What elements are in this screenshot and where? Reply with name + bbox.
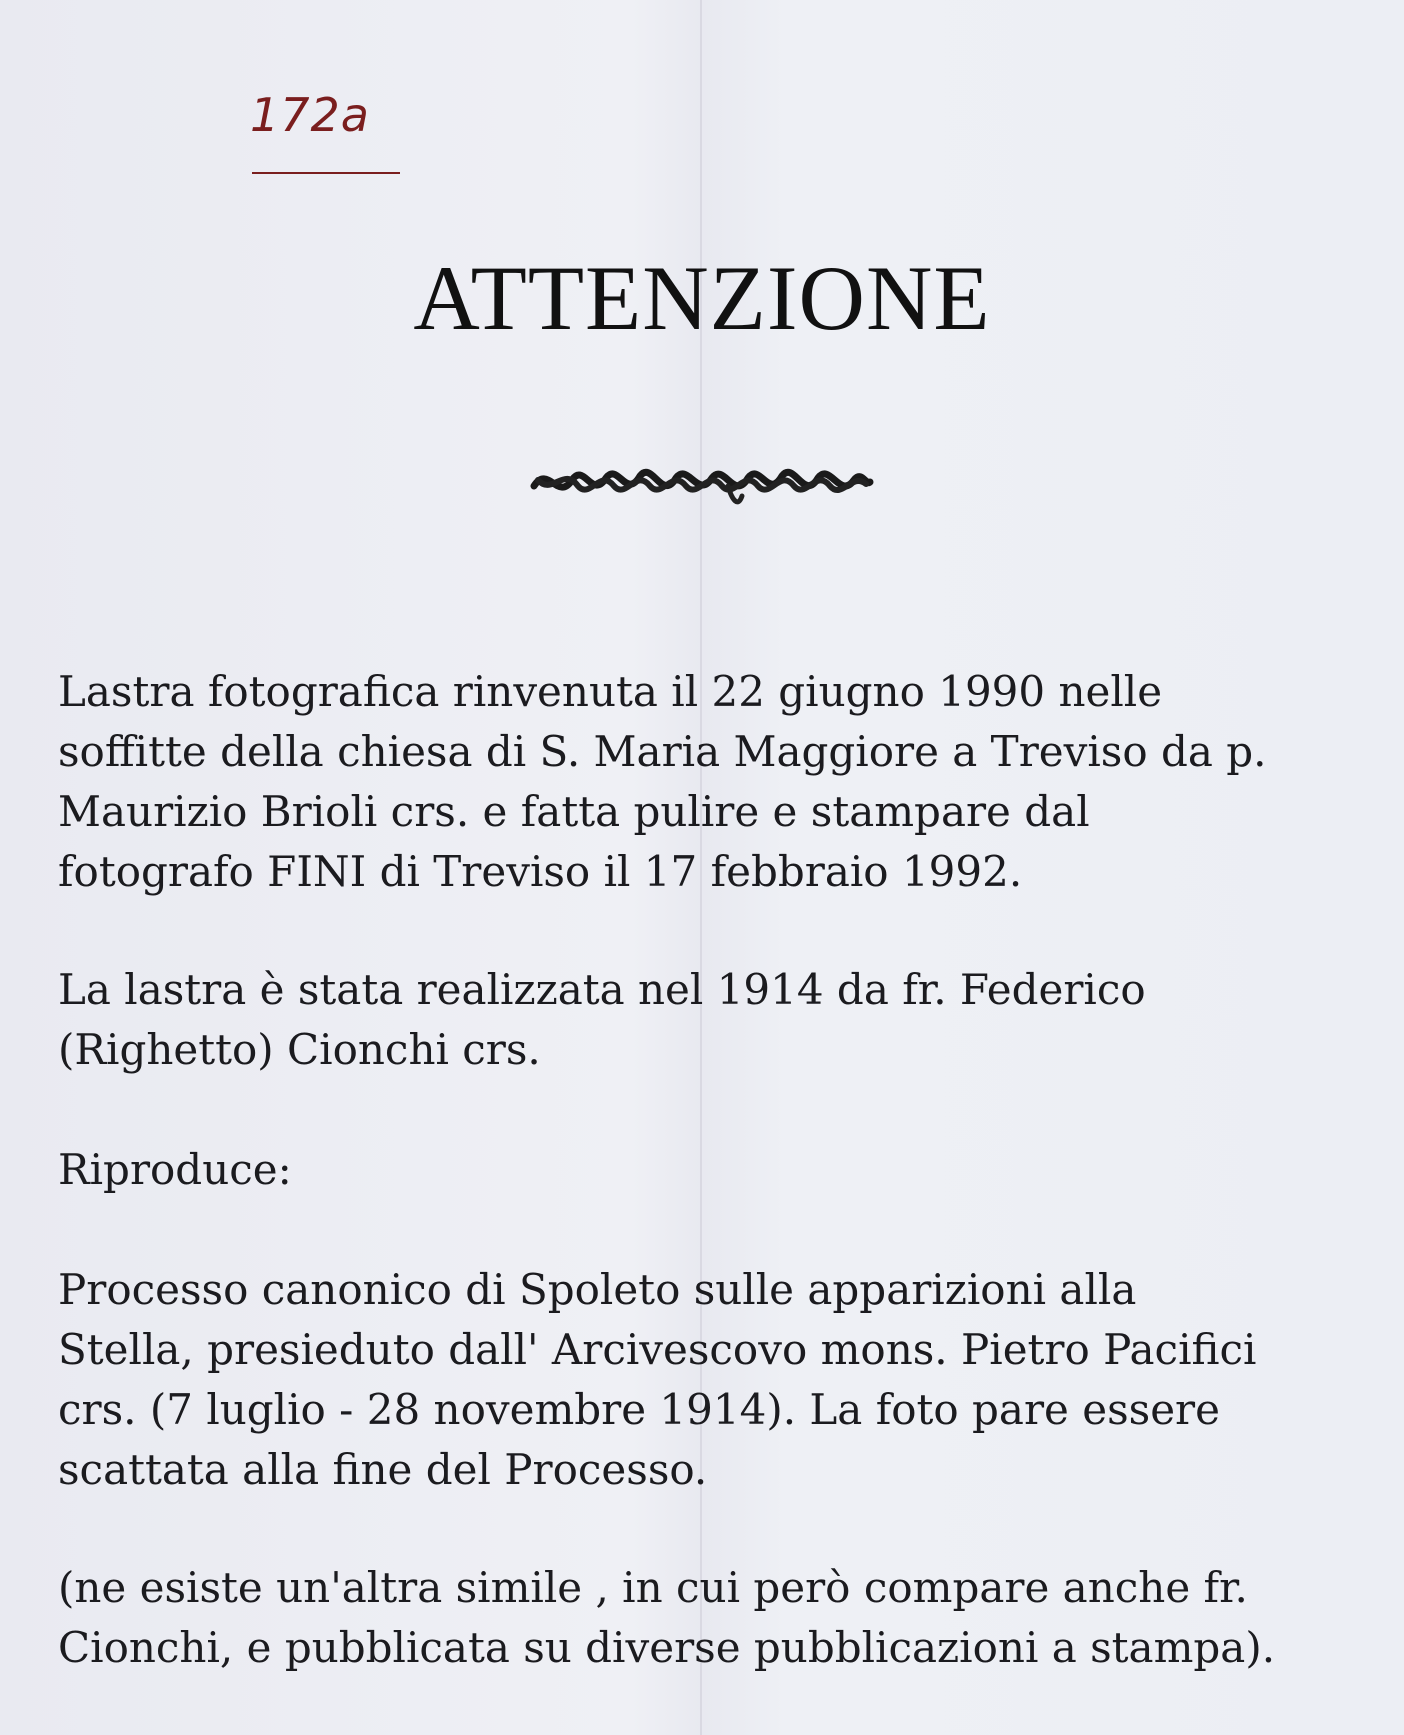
- paragraph-author: La lastra è stata realizzata nel 1914 da fr. Federico (Righetto) Cionchi crs.: [58, 965, 1146, 1074]
- paragraph-note: (ne esiste un'altra simile , in cui però compare anche fr. Cionchi, e pubblicata su diverse pubblicazioni a stampa).: [58, 1563, 1276, 1672]
- paragraph-description: Processo canonico di Spoleto sulle apparizioni alla Stella, presieduto dall' Arcivescovo mons. Pietro Pacifici crs. (7 luglio - 28 novembre 1914). La foto pare essere scattata alla fine del Processo.: [58, 1265, 1257, 1494]
- paragraph-riproduce-label: Riproduce:: [58, 1145, 292, 1194]
- page-title: ATTENZIONE: [413, 247, 991, 349]
- handwritten-underline: [252, 172, 400, 174]
- paragraph-discovery: Lastra fotografica rinvenuta il 22 giugno 1990 nelle soffitte della chiesa di S. Maria Maggiore a Treviso da p. Maurizio Brioli crs. e fatta pulire e stampare dal fotografo FINI di Treviso il 17 febbraio 1992.: [58, 667, 1267, 896]
- scribbled-redaction: [528, 456, 874, 508]
- handwritten-number: 172a: [250, 88, 370, 142]
